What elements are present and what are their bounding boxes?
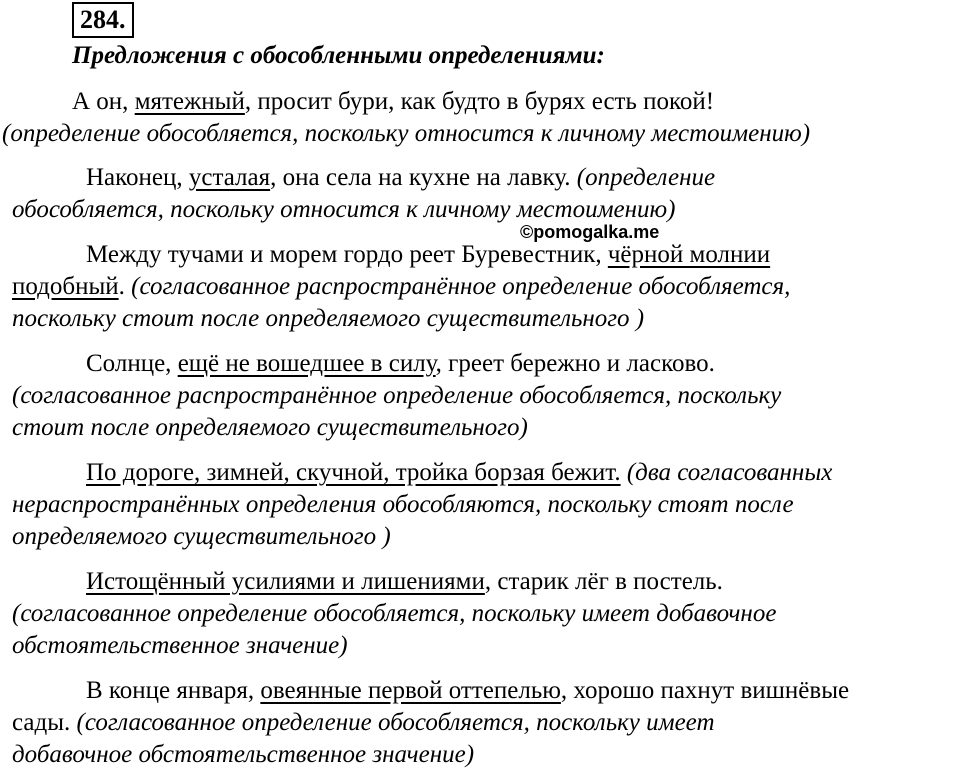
watermark: ©pomogalka.me [520, 222, 660, 242]
p4-text-a: Солнце, [86, 350, 178, 377]
p7-definition: овеянные первой оттепелью [260, 677, 561, 704]
p3-line2 [12, 271, 790, 303]
p1-text-a: А он, [72, 88, 135, 115]
p3-text-a: Между тучами и морем гордо реет Буревестник, [86, 241, 608, 268]
p7-text-d: сады. [12, 709, 77, 736]
p5-explanation-start: (два согласованных [620, 459, 833, 486]
p2-text-c: , она села на кухне на лавку. [270, 164, 577, 191]
p2-explanation: обособляется, поскольку относится к личному местоимению) [12, 196, 676, 223]
p6-definition: Истощённый усилиями и лишениями [86, 568, 485, 595]
p2-explanation-start: (определение [576, 164, 716, 191]
p5-sentence: По дороге, зимней, скучной, тройка борзая бежит. [86, 459, 621, 486]
p5-line1 [86, 457, 832, 489]
p3-definition-part2: подобный [12, 273, 119, 300]
exercise-number: 284. [72, 2, 134, 38]
p7-text-c: , хорошо пахнут вишнёвые [560, 677, 850, 704]
p3-text-d: . [118, 273, 132, 300]
p3-line1 [86, 239, 770, 271]
p3-explanation-start: (согласованное распространённое определение обособляется, [131, 273, 791, 300]
p2-line1 [86, 162, 715, 194]
p4-line1 [86, 348, 715, 380]
p4-text-c: , греет бережно и ласково. [435, 350, 715, 377]
p3-explanation: поскольку стоит после определяемого существительного ) [12, 305, 645, 332]
p6-text-c: , старик лёг в постель. [484, 568, 723, 595]
p1-line1 [72, 86, 714, 118]
exercise-heading: Предложения с обособленными определениями: [72, 42, 605, 69]
p4-definition: ещё не вошедшее в силу [177, 350, 436, 377]
p5-explanation-line1: нераспространённых определения обособляются, поскольку стоят после [12, 491, 794, 518]
p7-line2 [12, 707, 715, 739]
p2-definition: усталая [188, 164, 271, 191]
p6-explanation-line2: обстоятельственное значение) [12, 632, 348, 659]
p7-explanation: добавочное обстоятельственное значение) [12, 741, 475, 768]
p7-line1 [86, 675, 849, 707]
p1-explanation: (определение обособляется, поскольку относится к личному местоимению) [2, 120, 811, 147]
p6-line1 [86, 566, 723, 598]
p5-explanation-line2: определяемого существительного ) [12, 523, 391, 550]
p1-text-c: , просит бури, как будто в бурях есть покой! [244, 88, 715, 115]
p4-explanation-line1: (согласованное распространённое определение обособляется, поскольку [12, 382, 782, 409]
p3-definition-part1: чёрной молнии [607, 241, 771, 268]
p4-explanation-line2: стоит после определяемого существительного) [12, 414, 528, 441]
p7-text-a: В конце января, [86, 677, 261, 704]
p6-explanation-line1: (согласованное определение обособляется, поскольку имеет добавочное [12, 600, 777, 627]
p1-definition: мятежный [134, 88, 245, 115]
p2-text-a: Наконец, [86, 164, 189, 191]
p7-explanation-start: (согласованное определение обособляется, поскольку имеет [76, 709, 715, 736]
